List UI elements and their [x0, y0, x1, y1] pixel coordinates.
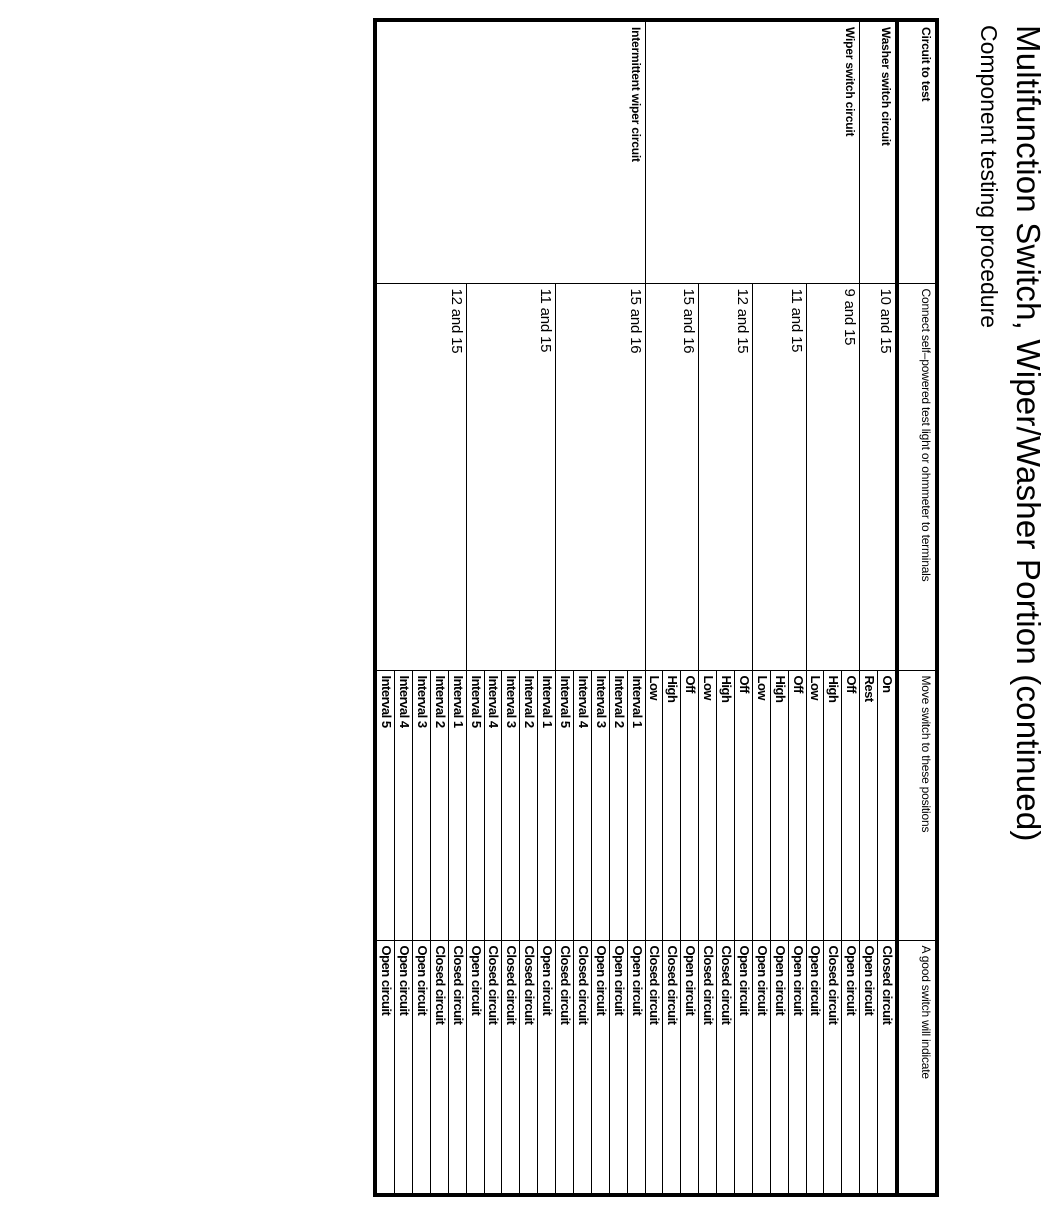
header-switch-positions: Move switch to these positions: [897, 670, 937, 940]
terminals-cell: 9 and 15: [806, 283, 860, 670]
terminals-cell: 12 and 15: [375, 283, 466, 670]
indication-cell: Closed circuit: [520, 940, 538, 1195]
indication-cell: Closed circuit: [573, 940, 591, 1195]
switch-position-cell: Interval 1: [627, 670, 645, 940]
circuit-to-test-cell: Intermittent wiper circuit: [375, 20, 645, 283]
switch-position-cell: Rest: [860, 670, 878, 940]
switch-position-cell: Interval 3: [502, 670, 520, 940]
switch-position-cell: Off: [734, 670, 752, 940]
switch-position-cell: High: [770, 670, 788, 940]
indication-cell: Closed circuit: [824, 940, 842, 1195]
switch-position-cell: Interval 2: [430, 670, 448, 940]
table-row: [627, 20, 645, 1195]
header-connect-terminals: Connect self–powered test light or ohmmeter to terminals: [897, 283, 937, 670]
indication-cell: Open circuit: [412, 940, 430, 1195]
terminals-cell: 15 and 16: [645, 283, 699, 670]
indication-cell: Open circuit: [788, 940, 806, 1195]
indication-cell: Closed circuit: [645, 940, 663, 1195]
switch-position-cell: High: [717, 670, 735, 940]
terminals-cell: 15 and 16: [556, 283, 645, 670]
indication-cell: Open circuit: [538, 940, 556, 1195]
header-circuit-to-test: Circuit to test: [897, 20, 937, 283]
indication-cell: Closed circuit: [663, 940, 681, 1195]
indication-cell: Open circuit: [627, 940, 645, 1195]
indication-cell: Open circuit: [734, 940, 752, 1195]
switch-position-cell: Low: [699, 670, 717, 940]
table-row: [878, 20, 897, 1195]
switch-position-cell: Interval 2: [520, 670, 538, 940]
switch-position-cell: Interval 5: [466, 670, 484, 940]
indication-cell: Open circuit: [609, 940, 627, 1195]
page-subtitle: Component testing procedure: [976, 25, 1002, 329]
table-header-row: [897, 20, 937, 1195]
switch-position-cell: Interval 4: [484, 670, 502, 940]
indication-cell: Open circuit: [466, 940, 484, 1195]
table-row: [842, 20, 860, 1195]
switch-position-cell: Low: [645, 670, 663, 940]
switch-position-cell: Off: [681, 670, 699, 940]
switch-position-cell: Interval 1: [538, 670, 556, 940]
table-body: [375, 20, 897, 1195]
component-testing-table: [373, 18, 939, 1197]
indication-cell: Open circuit: [375, 940, 394, 1195]
switch-position-cell: Interval 3: [591, 670, 609, 940]
terminals-cell: 11 and 15: [466, 283, 555, 670]
indication-cell: Open circuit: [395, 940, 413, 1195]
terminals-cell: 12 and 15: [699, 283, 753, 670]
switch-position-cell: Interval 4: [395, 670, 413, 940]
switch-position-cell: Off: [842, 670, 860, 940]
indication-cell: Open circuit: [860, 940, 878, 1195]
switch-position-cell: High: [663, 670, 681, 940]
indication-cell: Open circuit: [591, 940, 609, 1195]
indication-cell: Open circuit: [770, 940, 788, 1195]
header-good-switch-indicates: A good switch will indicate: [897, 940, 937, 1195]
page-title: Multifunction Switch, Wiper/Washer Portion (continued): [1010, 25, 1047, 842]
switch-position-cell: On: [878, 670, 897, 940]
circuit-to-test-cell: Washer switch circuit: [860, 20, 897, 283]
indication-cell: Closed circuit: [448, 940, 466, 1195]
switch-position-cell: High: [824, 670, 842, 940]
switch-position-cell: Interval 2: [609, 670, 627, 940]
switch-position-cell: Low: [806, 670, 824, 940]
indication-cell: Closed circuit: [502, 940, 520, 1195]
circuit-to-test-cell: Wiper switch circuit: [645, 20, 860, 283]
switch-position-cell: Interval 5: [556, 670, 574, 940]
switch-position-cell: Interval 3: [412, 670, 430, 940]
switch-position-cell: Interval 4: [573, 670, 591, 940]
terminals-cell: 10 and 15: [860, 283, 897, 670]
terminals-cell: 11 and 15: [752, 283, 806, 670]
switch-position-cell: Interval 5: [375, 670, 394, 940]
indication-cell: Open circuit: [806, 940, 824, 1195]
switch-position-cell: Off: [788, 670, 806, 940]
indication-cell: Closed circuit: [430, 940, 448, 1195]
indication-cell: Open circuit: [752, 940, 770, 1195]
indication-cell: Closed circuit: [484, 940, 502, 1195]
indication-cell: Closed circuit: [699, 940, 717, 1195]
switch-position-cell: Low: [752, 670, 770, 940]
indication-cell: Open circuit: [681, 940, 699, 1195]
indication-cell: Open circuit: [842, 940, 860, 1195]
switch-position-cell: Interval 1: [448, 670, 466, 940]
indication-cell: Closed circuit: [556, 940, 574, 1195]
indication-cell: Closed circuit: [717, 940, 735, 1195]
indication-cell: Closed circuit: [878, 940, 897, 1195]
